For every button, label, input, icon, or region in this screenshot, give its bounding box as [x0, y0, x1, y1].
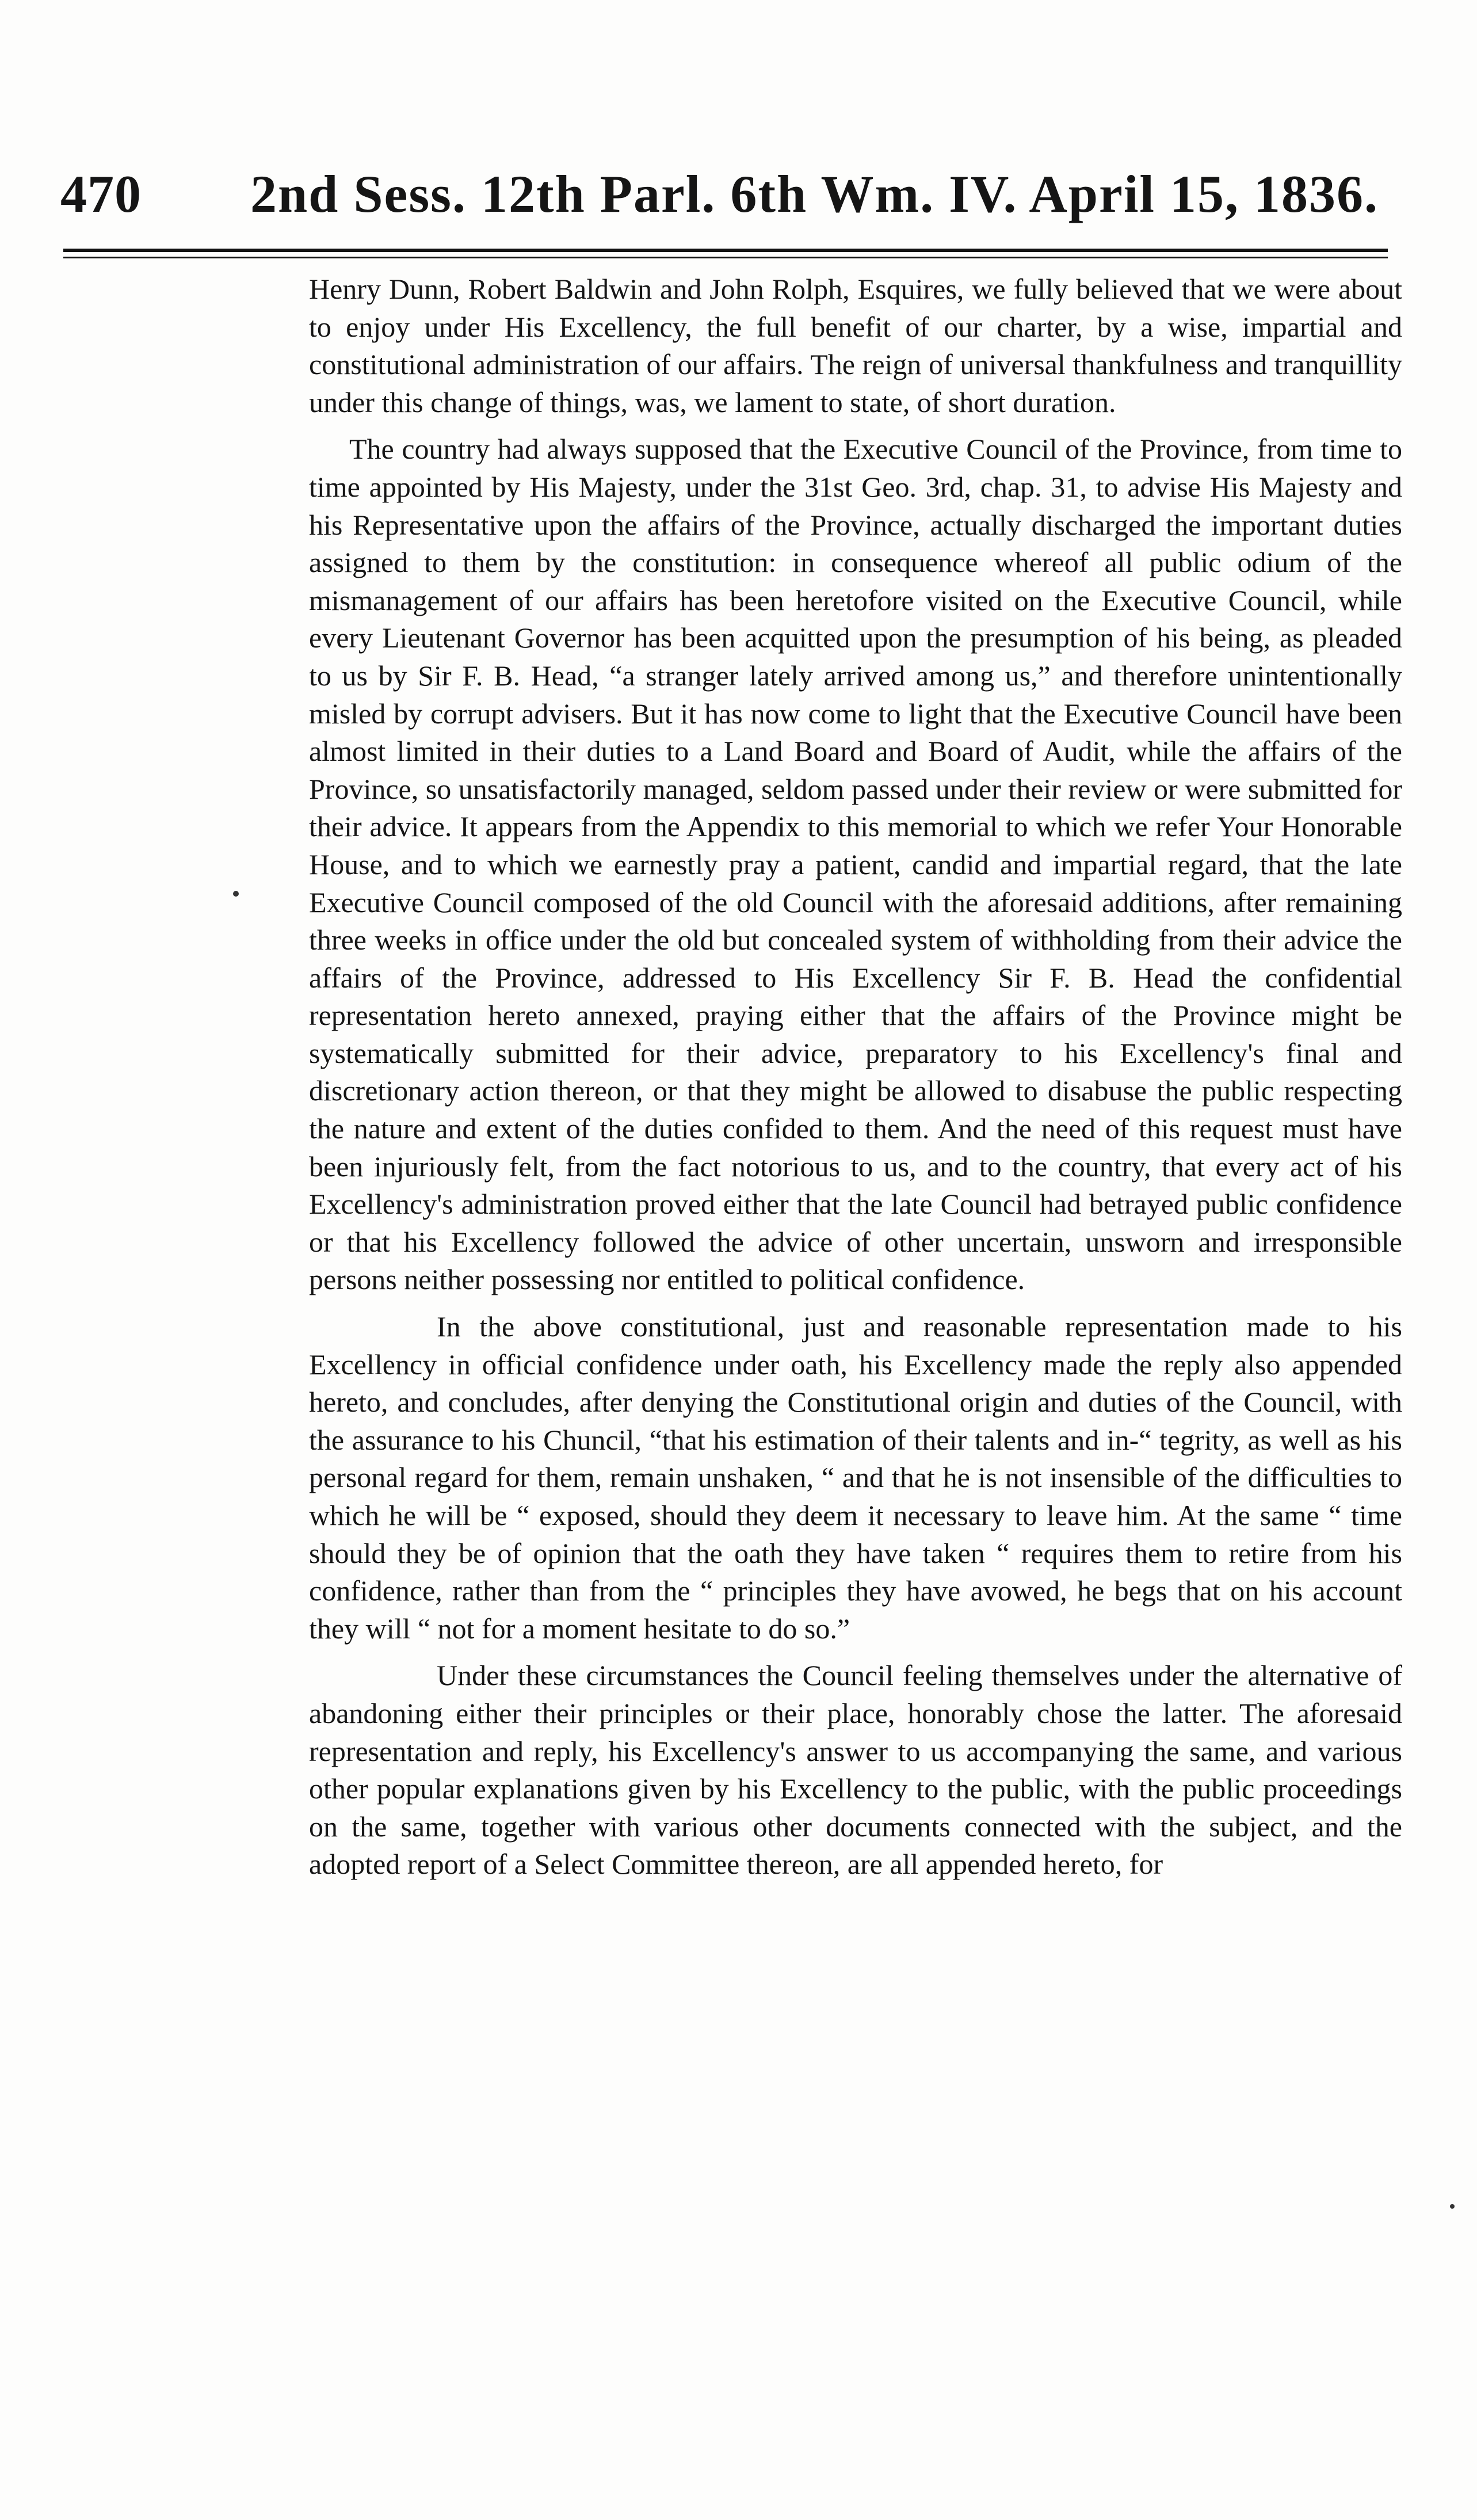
running-title: 2nd Sess. 12th Parl. 6th Wm. IV. April 15, 1836. [250, 165, 1379, 223]
header-rule-thin [63, 257, 1388, 258]
paragraph-continuation: Henry Dunn, Robert Baldwin and John Rolph, Esquires, we fully believed that we were about to enjoy under His Excellency, the full benefit of our charter, by a wise, impartial and constitutional administration of our affairs. The reign of universal thankfulness and tranquillity under this change of things, was, we lament to state, of short duration. [309, 273, 1402, 418]
body-text [309, 270, 1402, 1884]
paragraph-reply-quote: In the above constitutional, just and reasonable representation made to his Excellency in official confidence under oath, his Excellency made the reply also appended hereto, and concludes, after denying the Constitutional origin and duties of the Council, with the assurance to his Chuncil, “that his estimation of their talents and in-“ tegrity, as well as his personal regard for them, remain unshaken, “ and that he is not insensible of the difficulties to which he will be “ exposed, should they deem it necessary to leave him. At the same “ time should they be of opinion that the oath they have taken “ requires them to retire from his confidence, rather than from the “ principles they have avowed, he begs that on his account they will “ not for a moment hesitate to do so.” [309, 1310, 1402, 1645]
page-number: 470 [60, 165, 142, 223]
paragraph-circumstances: Under these circumstances the Council feeling themselves under the alternative of abandoning either their principles or their place, honorably chose the latter. The aforesaid representation and reply, his Excellency's answer to us accompanying the same, and various other popular explanations given by his Excellency to the public, with the public proceedings on the same, together with various other documents connected with the subject, and the adopted report of a Select Committee thereon, are all appended hereto, for [309, 1659, 1402, 1881]
print-speck [233, 891, 239, 897]
header-rule-thick [63, 249, 1388, 252]
paragraph-executive-council: The country had always supposed that the Executive Council of the Province, from time to time appointed by His Majesty, under the 31st Geo. 3rd, chap. 31, to advise His Majesty and his Representative upon the affairs of the Province, actually discharged the important duties assigned to them by the constitution: in consequence whereof all public odium of the mismanagement of our affairs has been heretofore visited on the Executive Council, while every Lieutenant Governor has been acquitted upon the presumption of his being, as pleaded to us by Sir F. B. Head, “a stranger lately arrived among us,” and therefore unintentionally misled by corrupt advisers. But it has now come to light that the Executive Council have been almost limited in their duties to a Land Board and Board of Audit, while the affairs of the Province, so unsatisfactorily managed, seldom passed under their review or were submitted for their advice. It appears from the Appendix to this memorial to which we refer Your Honorable House, and to which we earnestly pray a patient, candid and impartial regard, that the late Executive Council composed of the old Council with the aforesaid additions, after remaining three weeks in office under the old but concealed system of withholding from their advice the affairs of the Province, addressed to His Excellency Sir F. B. Head the confidential representation hereto annexed, praying either that the affairs of the Province might be systematically submitted for their advice, preparatory to his Excellency's final and discretionary action thereon, or that they might be allowed to disabuse the public respecting the nature and extent of the duties confided to them. And the need of this request must have been injuriously felt, from the fact notorious to us, and to the country, that every act of his Excellency's administration proved either that the late Council had betrayed public confidence or that his Excellency followed the advice of other uncertain, unsworn and irresponsible persons neither possessing nor entitled to political confidence. [309, 433, 1402, 1296]
page-header [60, 162, 1395, 226]
print-speck [1450, 2204, 1455, 2209]
